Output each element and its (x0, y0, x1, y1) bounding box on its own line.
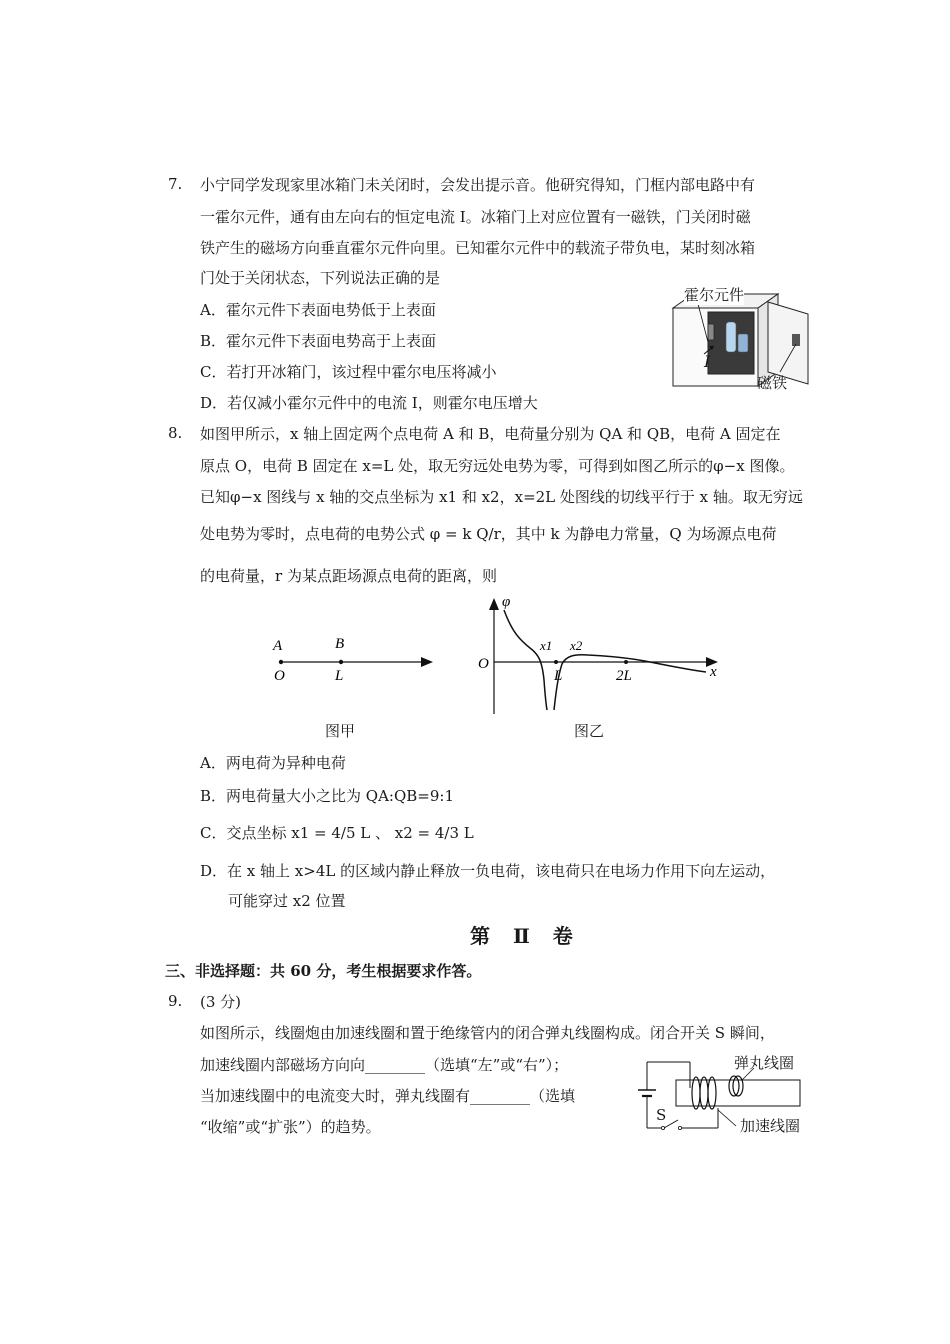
q7-line-1: 小宁同学发现家里冰箱门未关闭时，会发出提示音。他研究得知，门框内部电路中有 (200, 176, 756, 194)
fig-b-label-x2: x2 (570, 638, 583, 653)
point-L (554, 660, 558, 664)
x-axis-arrow-icon (421, 657, 433, 667)
q8-line-5: 的电荷量，r 为某点距场源点电荷的距离，则 (200, 567, 497, 585)
q8-line-4: 处电势为零时，点电荷的电势公式 φ = k Q/r，其中 k 为静电力常量，Q 为场源点电荷 (200, 525, 777, 543)
fig-a-label-O: O (274, 668, 285, 684)
bottle-icon (726, 322, 736, 352)
q9-line-2: 加速线圈内部磁场方向向________（选填“左”或“右”）； (200, 1056, 569, 1074)
acceleration-coil-icon (692, 1077, 700, 1109)
q7-option-b: B．霍尔元件下表面电势高于上表面 (200, 332, 437, 350)
q9-line-1: 如图所示，线圈炮由加速线圈和置于绝缘管内的闭合弹丸线圈构成。闭合开关 S 瞬间， (200, 1024, 775, 1042)
fig-b-label-x1: x1 (540, 638, 553, 653)
q7-line-4: 门处于关闭状态，下列说法正确的是 (200, 269, 441, 287)
fig-b-label-L: L (554, 668, 563, 684)
charge-b-point (339, 660, 343, 664)
acceleration-coil-label: 加速线圈 (740, 1117, 801, 1135)
q7-line-3: 铁产生的磁场方向垂直霍尔元件向里。已知霍尔元件中的载流子带负电，某时刻冰箱 (200, 239, 756, 257)
hall-element-label: 霍尔元件 (684, 286, 745, 304)
q9-line-4: “收缩”或“扩张”）的趋势。 (200, 1118, 381, 1136)
q7-option-c: C．若打开冰箱门，该过程中霍尔电压将减小 (200, 363, 497, 381)
projectile-coil-label: 弹丸线圈 (734, 1054, 795, 1072)
current-label: I (704, 352, 711, 371)
phi-curve-left (504, 610, 547, 710)
switch-label: S (656, 1106, 667, 1124)
q8-line-2: 原点 O，电荷 B 固定在 x=L 处，取无穷远处电势为零，可得到如图乙所示的φ−x 图像。 (200, 457, 795, 475)
fig-a-label-B: B (335, 636, 345, 652)
hall-element-icon (708, 324, 714, 340)
q9-number: 9. (168, 992, 183, 1010)
section-title: 第 Ⅱ 卷 (470, 924, 581, 948)
q8-option-d: D．在 x 轴上 x>4L 的区域内静止释放一负电荷，该电荷只在电场力作用下向左运动， (200, 862, 776, 880)
q8-option-c: C．交点坐标 x1 = 4/5 L 、 x2 = 4/3 L (200, 824, 474, 842)
q9-score: (3 分) (200, 993, 242, 1011)
fig-b-label-O: O (478, 656, 489, 672)
q8-option-b: B．两电荷量大小之比为 QA:QB=9:1 (200, 787, 455, 805)
q9-line-3: 当加速线圈中的电流变大时，弹丸线圈有________（选填 (200, 1087, 576, 1105)
fig-b-label-x: x (710, 664, 717, 680)
point-2L (624, 660, 628, 664)
figure-a (265, 630, 445, 690)
q7-number: 7. (168, 175, 183, 193)
magnet-label: 磁铁 (757, 374, 788, 392)
figure-b (470, 592, 730, 718)
fig-a-label-A: A (273, 638, 283, 654)
fig-b-label-2L: 2L (616, 668, 632, 684)
section-subtitle: 三、非选择题：共 60 分，考生根据要求作答。 (165, 962, 482, 980)
q8-line-3: 已知φ−x 图线与 x 轴的交点坐标为 x1 和 x2，x=2L 处图线的切线平行于 x 轴。取无穷远 (200, 488, 803, 506)
fig-b-label-phi: φ (502, 594, 511, 610)
q8-option-a: A．两电荷为异种电荷 (200, 754, 346, 772)
q8-line-1: 如图甲所示，x 轴上固定两个点电荷 A 和 B，电荷量分别为 QA 和 QB，电荷 A 固定在 (200, 425, 781, 443)
q8-option-d-cont: 可能穿过 x2 位置 (228, 892, 346, 910)
q7-option-a: A．霍尔元件下表面电势低于上表面 (200, 301, 436, 319)
figure-a-caption: 图甲 (325, 722, 356, 740)
phi-axis-arrow-icon (489, 598, 499, 610)
q7-option-d: D．若仅减小霍尔元件中的电流 I，则霍尔电压增大 (200, 394, 538, 412)
q7-line-2: 一霍尔元件，通有由左向右的恒定电流 I。冰箱门上对应位置有一磁铁，门关闭时磁 (200, 208, 751, 226)
figure-b-caption: 图乙 (574, 722, 605, 740)
fig-a-label-L: L (335, 668, 344, 684)
charge-a-point (279, 660, 283, 664)
q8-number: 8. (168, 424, 183, 442)
